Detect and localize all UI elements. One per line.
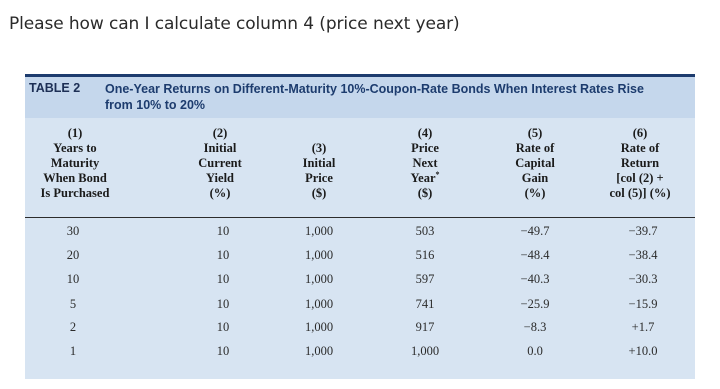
cell-rate-of-return: −30.3	[628, 272, 658, 286]
table-row	[25, 272, 695, 294]
table-row	[25, 224, 695, 246]
table-header-bar	[25, 74, 695, 118]
cell-rate-of-return: +10.0	[628, 344, 658, 358]
cell-rate-of-return: −15.9	[628, 297, 658, 311]
cell-years: 2	[69, 320, 77, 334]
table-row	[25, 344, 695, 366]
cell-capital-gain: 0.0	[527, 344, 543, 358]
cell-years: 10	[66, 272, 80, 286]
column-header-capital-gain: (5) Rate of Capital Gain (%)	[515, 126, 555, 200]
cell-initial-price: 1,000	[304, 272, 334, 286]
table-title: One-Year Returns on Different-Maturity 10%-Coupon-Rate Bonds When Interest Rates Rise from 10% to 20%	[105, 82, 644, 112]
cell-price-next-year: 516	[415, 248, 435, 262]
cell-initial-price: 1,000	[304, 320, 334, 334]
column-header-rate-of-return: (6) Rate of Return [col (2) + col (5)] (%)	[609, 126, 671, 200]
table-row	[25, 248, 695, 270]
cell-capital-gain: −40.3	[520, 272, 550, 286]
cell-initial-price: 1,000	[304, 297, 334, 311]
column-header-years-to-maturity: (1) Years to Maturity When Bond Is Purchased	[40, 126, 110, 200]
cell-yield: 10	[216, 297, 230, 311]
cell-yield: 10	[216, 272, 230, 286]
cell-yield: 10	[216, 320, 230, 334]
column-header-initial-price: (3) Initial Price ($)	[302, 141, 336, 200]
table-row	[25, 320, 695, 342]
cell-yield: 10	[216, 248, 230, 262]
cell-rate-of-return: +1.7	[631, 320, 655, 334]
cell-years: 20	[66, 248, 80, 262]
question-text: Please how can I calculate column 4 (price next year)	[9, 14, 460, 34]
cell-years: 30	[66, 224, 80, 238]
cell-years: 1	[69, 344, 77, 358]
cell-rate-of-return: −39.7	[628, 224, 658, 238]
cell-capital-gain: −49.7	[520, 224, 550, 238]
cell-capital-gain: −48.4	[520, 248, 550, 262]
column-headers	[25, 126, 695, 218]
footnote-mark: *	[435, 169, 440, 179]
table-row	[25, 297, 695, 319]
cell-price-next-year: 1,000	[410, 344, 440, 358]
cell-years: 5	[69, 297, 77, 311]
column-header-price-next-year: (4) Price Next Year* ($)	[410, 126, 440, 200]
cell-initial-price: 1,000	[304, 224, 334, 238]
cell-price-next-year: 597	[415, 272, 435, 286]
cell-price-next-year: 741	[415, 297, 435, 311]
cell-initial-price: 1,000	[304, 344, 334, 358]
cell-price-next-year: 503	[415, 224, 435, 238]
column-header-initial-current-yield: (2) Initial Current Yield (%)	[198, 126, 242, 200]
cell-capital-gain: −8.3	[523, 320, 547, 334]
cell-initial-price: 1,000	[304, 248, 334, 262]
cell-yield: 10	[216, 344, 230, 358]
cell-rate-of-return: −38.4	[628, 248, 658, 262]
cell-price-next-year: 917	[415, 320, 435, 334]
bond-returns-table	[25, 74, 695, 379]
table-label: TABLE 2	[29, 81, 81, 95]
cell-yield: 10	[216, 224, 230, 238]
cell-capital-gain: −25.9	[520, 297, 550, 311]
